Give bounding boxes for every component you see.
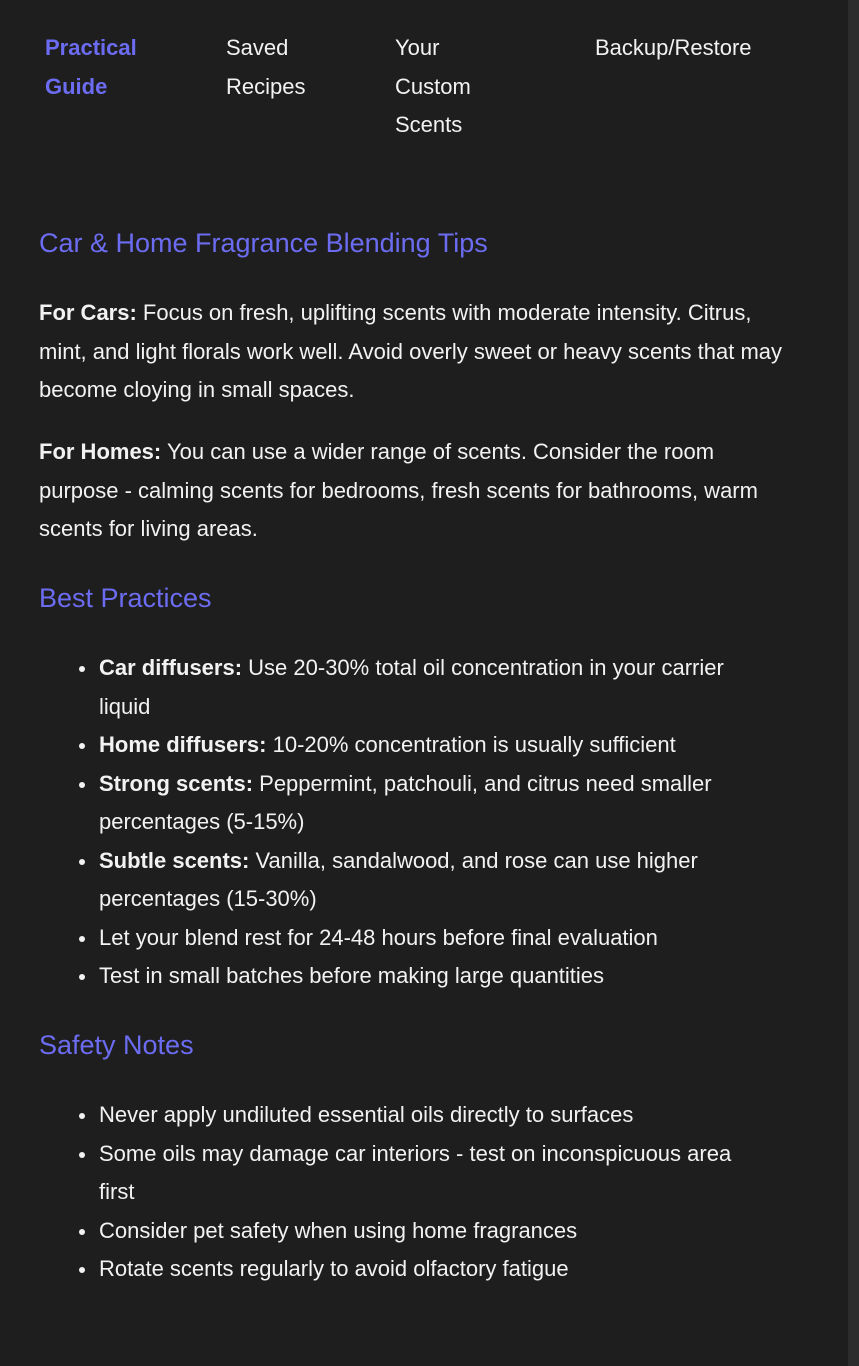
list-item: [99, 649, 769, 726]
list-item-text: Use 20-30% total oil concentration in your carrier liquid: [99, 655, 724, 719]
list-item-label: Subtle scents:: [99, 847, 250, 873]
tab-saved-recipes[interactable]: Saved Recipes: [226, 35, 306, 99]
list-item: [99, 726, 769, 765]
tab-your-custom-scents[interactable]: Your Custom Scents: [395, 35, 471, 137]
cars-text: Focus on fresh, uplifting scents with moderate intensity. Citrus, mint, and light florals work well. Avoid overly sweet or heavy scents that may become cloying in small spaces.: [39, 300, 783, 403]
list-item: [99, 919, 769, 958]
list-item: [99, 842, 769, 919]
list-item: Rotate scents regularly to avoid olfactory fatigue: [99, 1250, 769, 1289]
homes-text: You can use a wider range of scents. Consider the room purpose - calming scents for bedrooms, fresh scents for bathrooms, warm scents for living areas.: [39, 439, 758, 542]
list-item: [99, 765, 769, 842]
list-item-text: Vanilla, sandalwood, and rose can use higher percentages (15-30%): [99, 847, 698, 911]
list-item-label: Car diffusers:: [99, 655, 243, 680]
tab-practical-guide[interactable]: Practical Guide: [45, 35, 137, 99]
list-item-text: Test in small batches before making large quantities: [99, 963, 605, 988]
scrollbar-track[interactable]: [848, 0, 859, 1366]
list-item-label: Home diffusers:: [99, 732, 267, 757]
list-item-text: Peppermint, patchouli, and citrus need smaller percentages (5-15%): [99, 770, 712, 834]
homes-paragraph: [39, 433, 799, 549]
list-item: Consider pet safety when using home fragrances: [99, 1212, 769, 1251]
tab-backup-restore[interactable]: Backup/Restore: [595, 35, 752, 60]
list-item: Never apply undiluted essential oils directly to surfaces: [99, 1096, 769, 1135]
cars-paragraph: [39, 294, 799, 410]
nav-tabs: [45, 29, 805, 149]
list-item-label: Strong scents:: [99, 770, 254, 796]
list-item-text: Let your blend rest for 24-48 hours before final evaluation: [99, 924, 658, 950]
best-practices-list: [39, 649, 769, 996]
list-item: Some oils may damage car interiors - test on inconspicuous area first: [99, 1135, 769, 1212]
cars-label: For Cars:: [39, 300, 137, 325]
safety-notes-heading: Safety Notes: [39, 1030, 194, 1060]
homes-label: For Homes:: [39, 439, 162, 464]
safety-notes-list: [39, 1096, 769, 1289]
list-item: [99, 957, 769, 996]
page-title: Car & Home Fragrance Blending Tips: [39, 228, 488, 258]
best-practices-heading: Best Practices: [39, 583, 212, 613]
list-item-text: 10-20% concentration is usually sufficient: [266, 732, 676, 757]
